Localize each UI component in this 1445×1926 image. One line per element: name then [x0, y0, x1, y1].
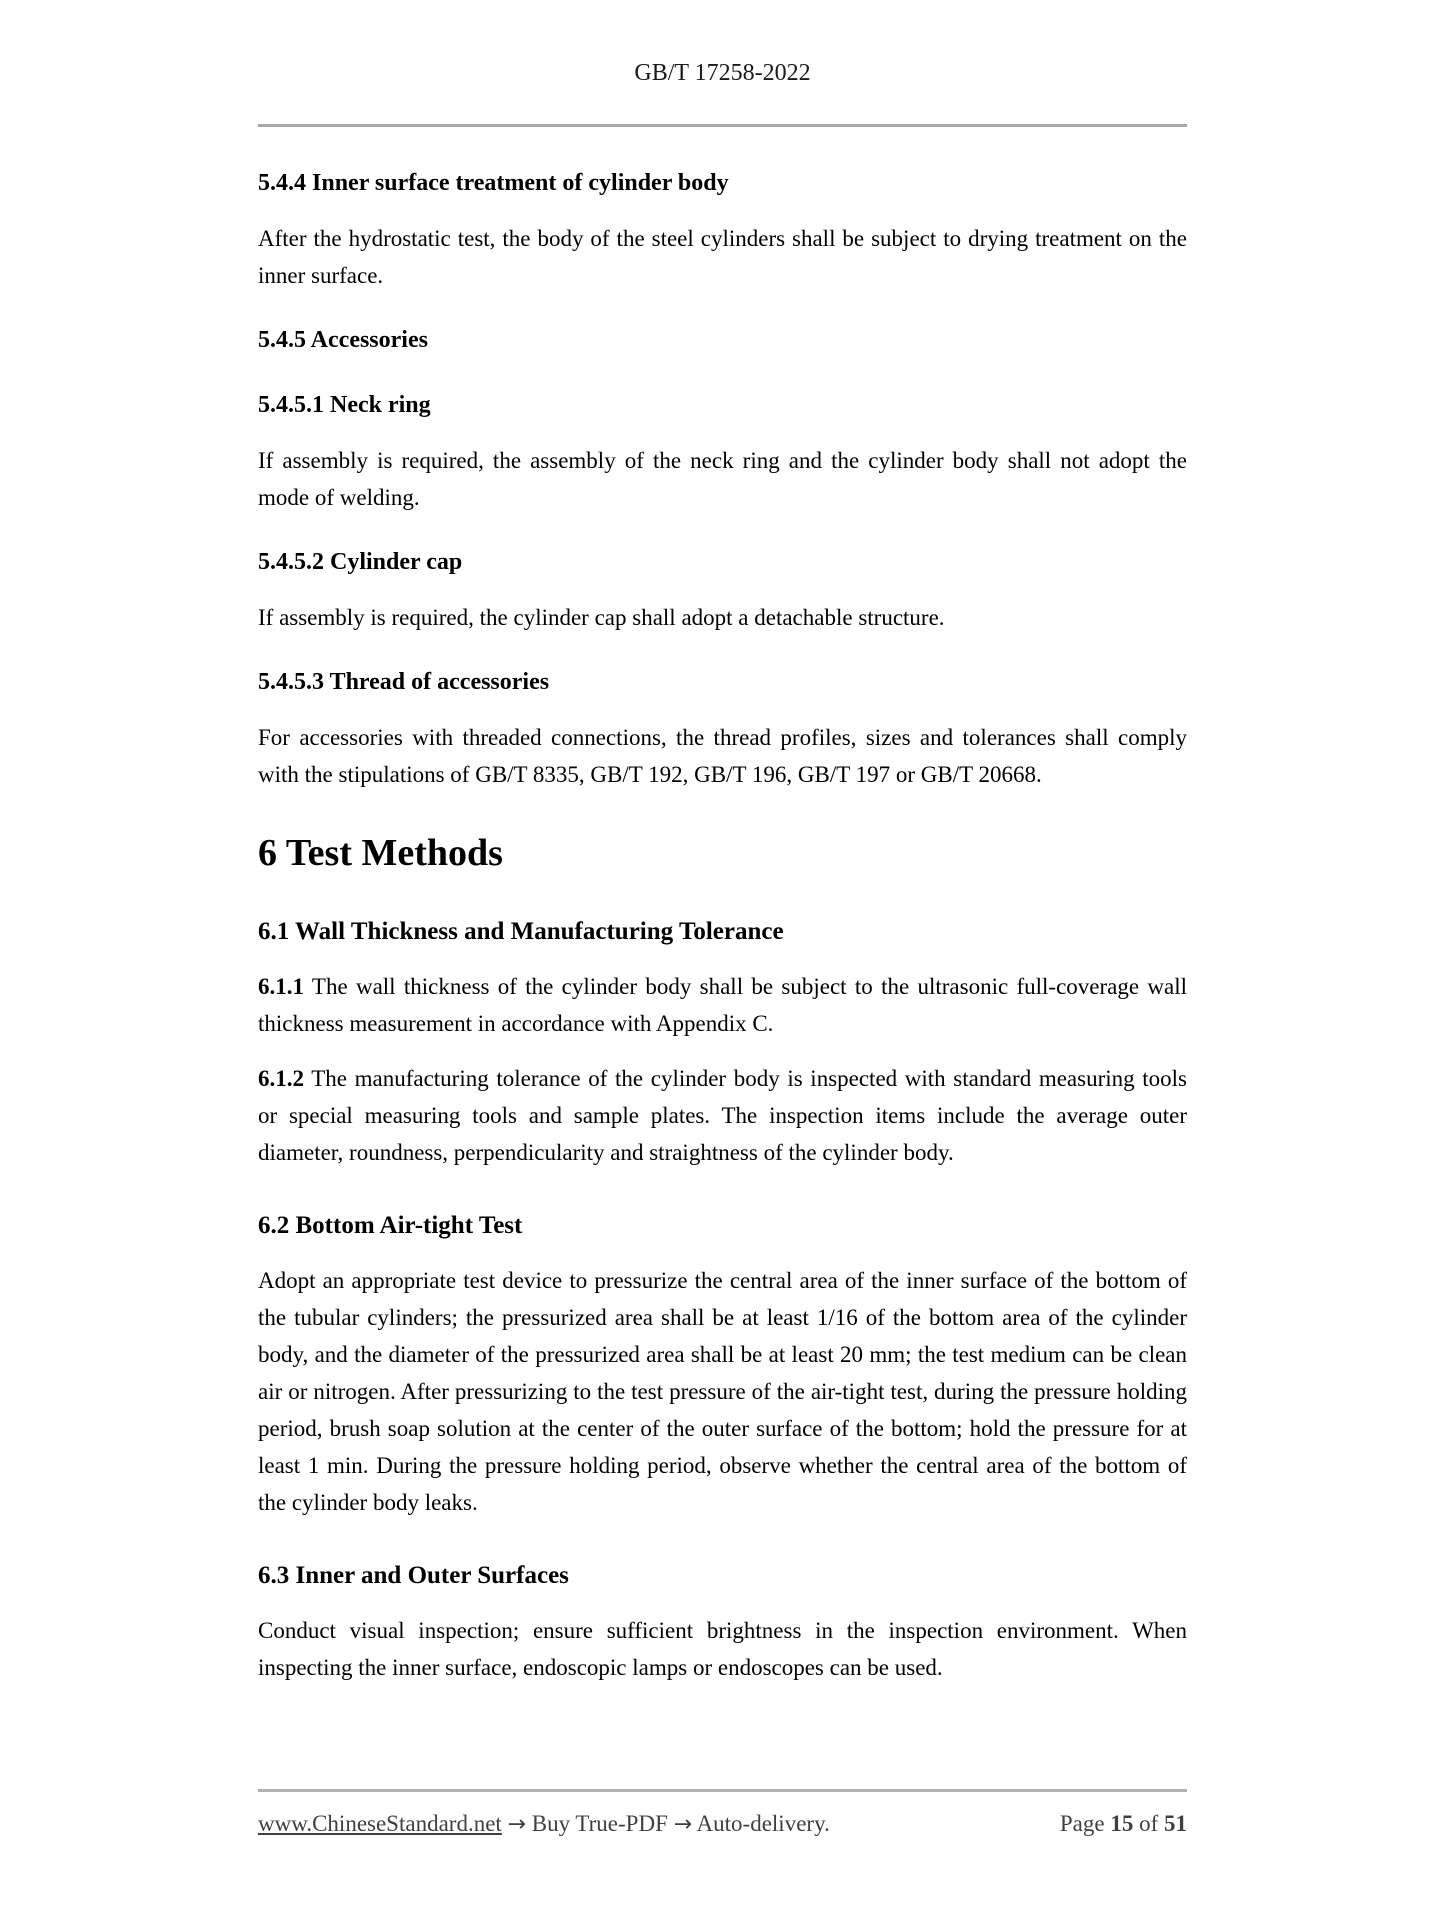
- document-page: [0, 56, 1445, 1926]
- clause-text-6-1-1: The wall thickness of the cylinder body shall be subject to the ultrasonic full-coverage wall thickness measurement in accordance with Appendix C.: [258, 974, 1187, 1036]
- arrow-icon: →: [673, 1812, 693, 1837]
- paragraph-5-4-5-1: If assembly is required, the assembly of the neck ring and the cylinder body shall not adopt the mode of welding.: [258, 448, 1187, 510]
- page-footer: [258, 1789, 1187, 1840]
- heading-5-4-5-2: 5.4.5.2 Cylinder cap: [258, 549, 463, 575]
- paragraph-6-3: Conduct visual inspection; ensure sufficient brightness in the inspection environment. When inspecting the inner surface, endoscopic lamps or endoscopes can be used.: [258, 1618, 1187, 1680]
- page-current: 15: [1110, 1811, 1134, 1836]
- arrow-icon: →: [507, 1812, 526, 1837]
- document-number: GB/T 17258-2022: [634, 60, 811, 86]
- page-indicator: [1060, 1809, 1187, 1839]
- heading-6-test-methods: 6 Test Methods: [258, 832, 503, 874]
- heading-6-3: 6.3 Inner and Outer Surfaces: [258, 1562, 569, 1589]
- paragraph-5-4-5-2: If assembly is required, the cylinder cap shall adopt a detachable structure.: [258, 605, 945, 630]
- heading-6-2: 6.2 Bottom Air-tight Test: [258, 1212, 523, 1239]
- heading-6-1: 6.1 Wall Thickness and Manufacturing Tolerance: [258, 918, 784, 945]
- clause-number-6-1-2: 6.1.2: [258, 1066, 304, 1091]
- heading-5-4-4: 5.4.4 Inner surface treatment of cylinder body: [258, 170, 729, 196]
- clause-number-6-1-1: 6.1.1: [258, 974, 304, 999]
- page-total: 51: [1164, 1811, 1187, 1836]
- footer-delivery-text: Auto-delivery.: [696, 1811, 830, 1836]
- paragraph-6-1-2: [258, 1060, 1187, 1171]
- footer-left: [258, 1809, 830, 1840]
- heading-5-4-5: 5.4.5 Accessories: [258, 327, 428, 353]
- of-label: of: [1139, 1811, 1159, 1836]
- page-header: [258, 56, 1187, 127]
- document-body: [258, 165, 1187, 1686]
- paragraph-5-4-5-3: For accessories with threaded connections, the thread profiles, sizes and tolerances shall comply with the stipulations of GB/T 8335, GB/T 192, GB/T 196, GB/T 197 or GB/T 20668.: [258, 725, 1187, 787]
- footer-buy-text: Buy True-PDF: [531, 1811, 668, 1836]
- heading-5-4-5-3: 5.4.5.3 Thread of accessories: [258, 669, 550, 695]
- header-divider: [258, 124, 1187, 127]
- paragraph-6-1-1: [258, 968, 1187, 1042]
- page-label: Page: [1059, 1811, 1105, 1836]
- paragraph-6-2: Adopt an appropriate test device to pressurize the central area of the inner surface of the bottom of the tubular cylinders; the pressurized area shall be at least 1/16 of the bottom area of the cylinder body, and the diameter of the pressurized area shall be at least 20 mm; the test medium can be clean air or nitrogen. After pressurizing to the test pressure of the air-tight test, during the pressure holding period, brush soap solution at the center of the outer surface of the bottom; hold the pressure for at least 1 min. During the pressure holding period, observe whether the central area of the bottom of the cylinder body leaks.: [258, 1268, 1187, 1515]
- paragraph-5-4-4: After the hydrostatic test, the body of the steel cylinders shall be subject to drying treatment on the inner surface.: [258, 226, 1187, 288]
- chinesestandard-link[interactable]: www.ChineseStandard.net: [258, 1811, 502, 1836]
- heading-5-4-5-1: 5.4.5.1 Neck ring: [258, 392, 431, 418]
- clause-text-6-1-2: The manufacturing tolerance of the cylinder body is inspected with standard measuring tools or special measuring tools and sample plates. The inspection items include the average outer diameter, roundness, perpendicularity and straightness of the cylinder body.: [258, 1066, 1187, 1165]
